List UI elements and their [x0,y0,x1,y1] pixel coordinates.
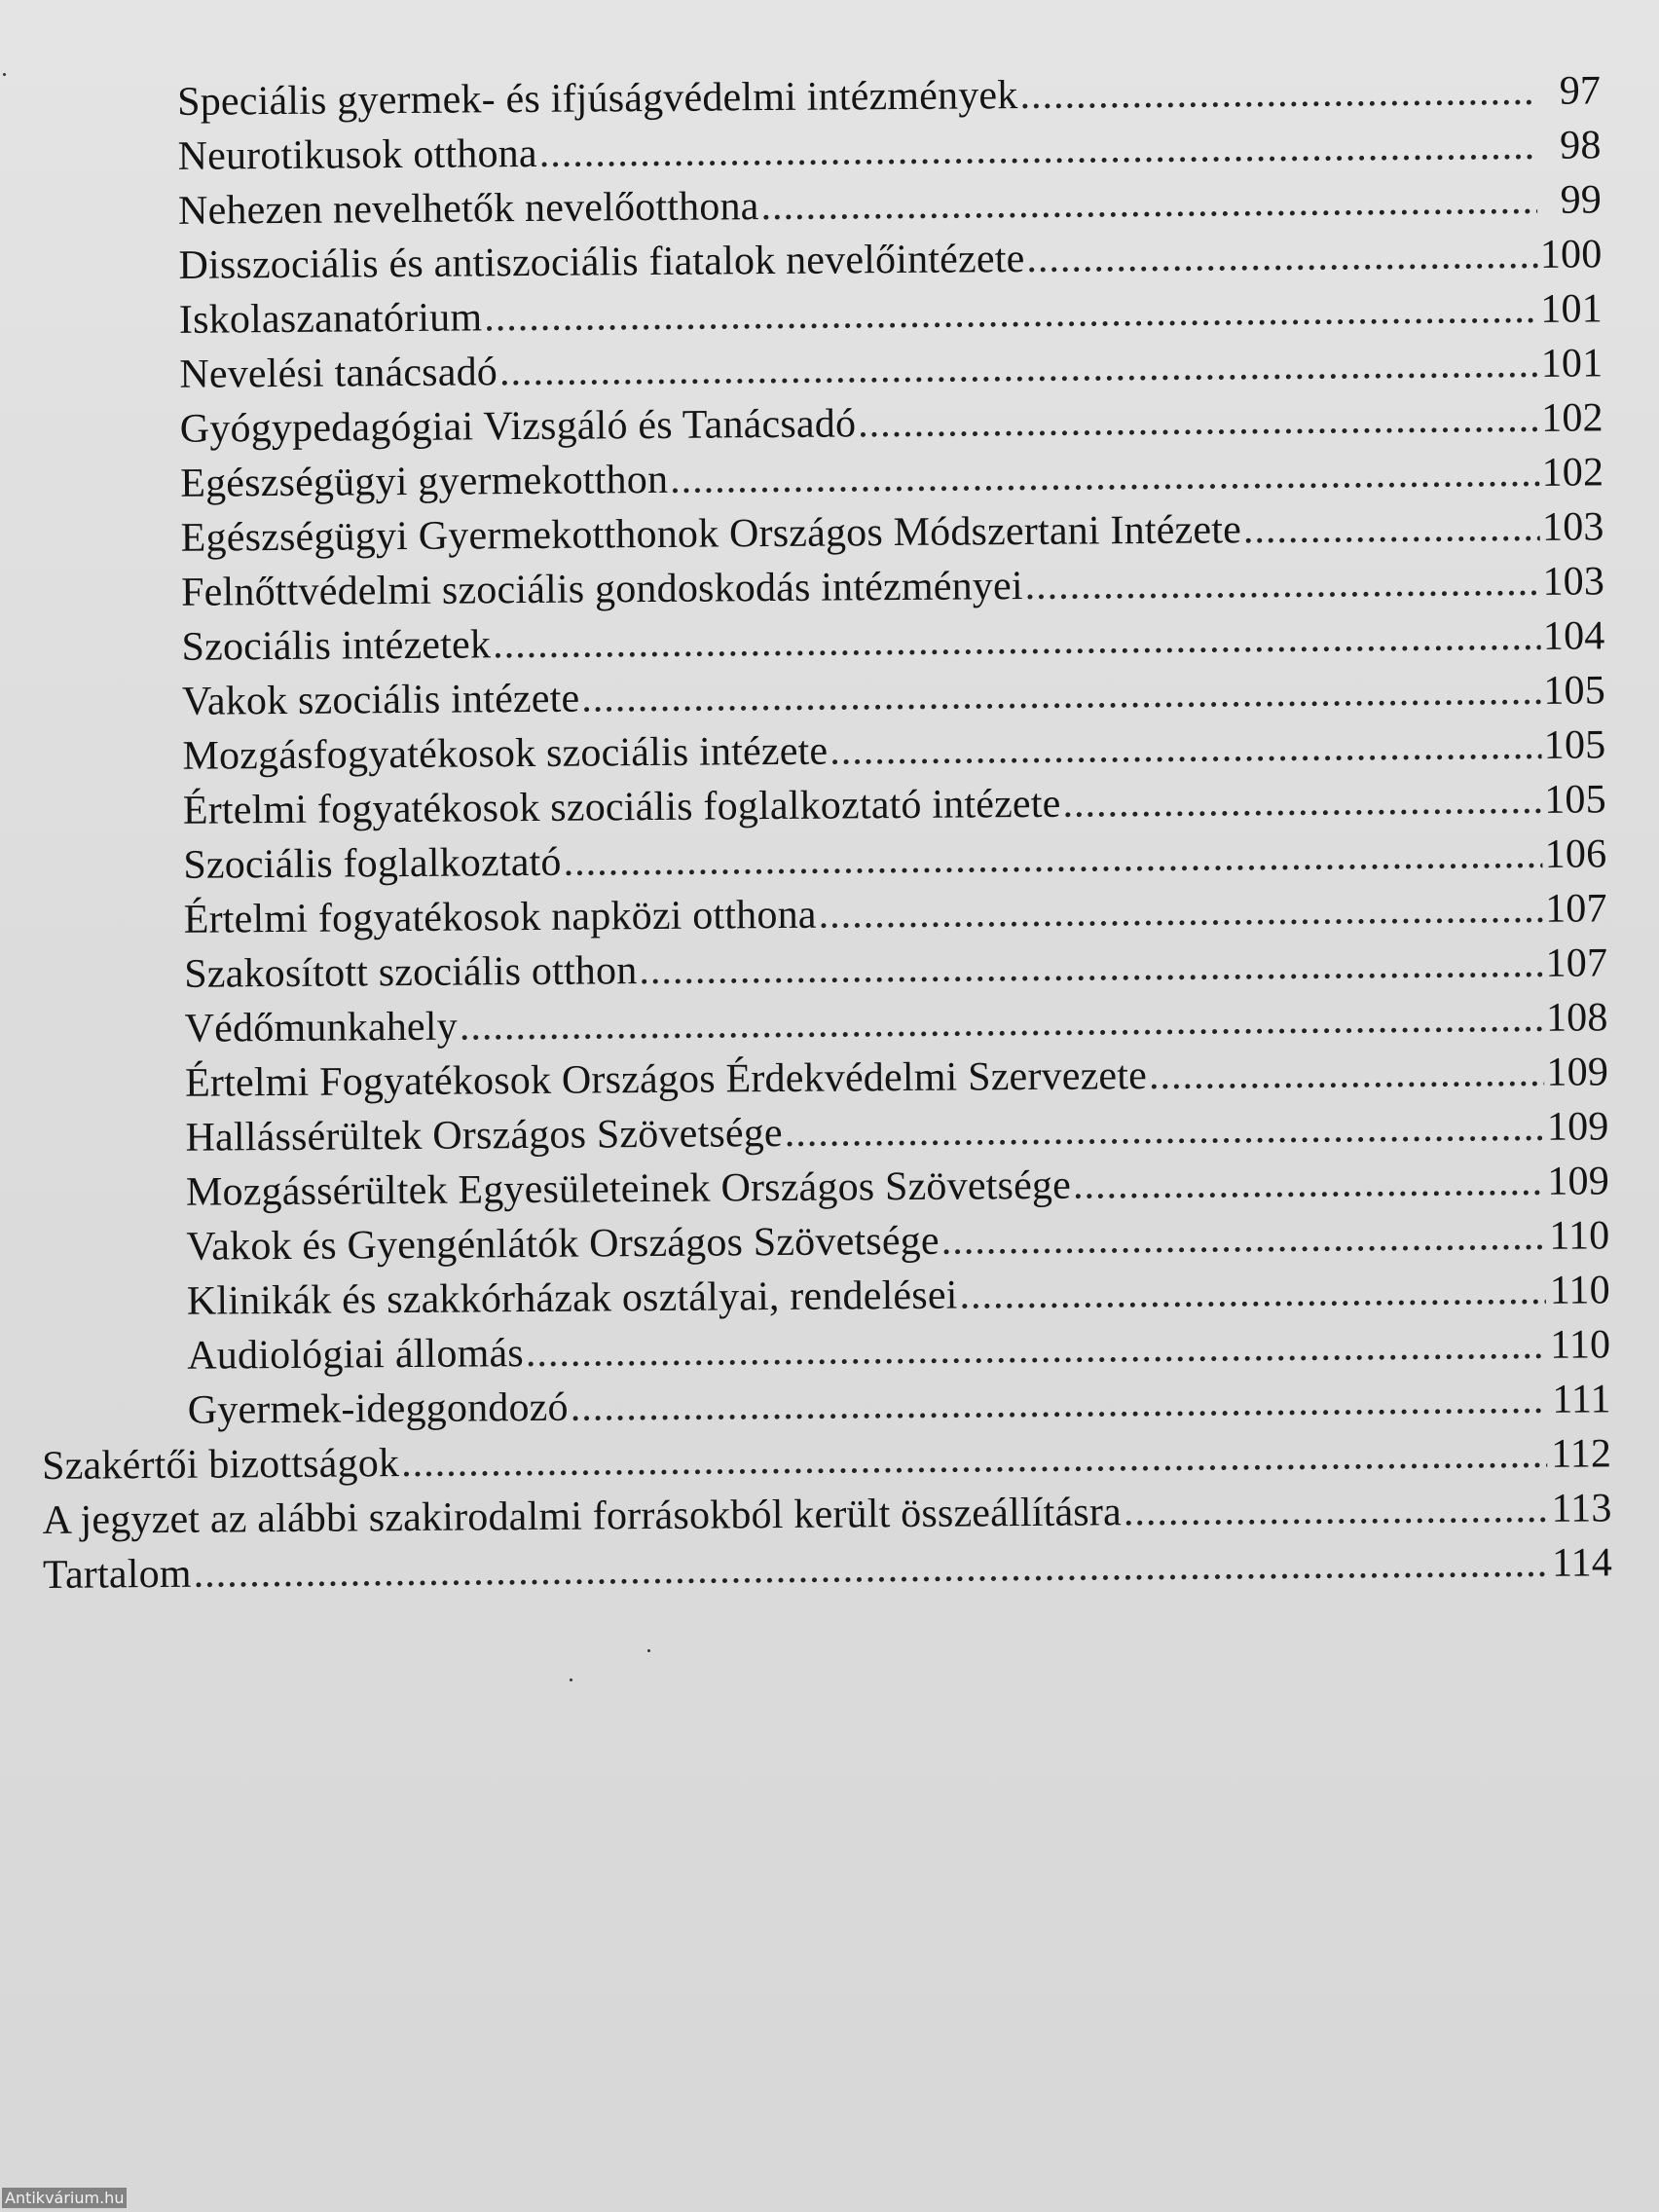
toc-entry-title: Szakértői bizottságok [42,1441,400,1489]
toc-entry-title: Klinikák és szakkórházak osztályai, rendelései [186,1272,958,1324]
table-of-contents [31,67,1612,1606]
toc-entry-title: Szakosított szociális otthon [184,948,638,997]
toc-entry-title: Értelmi Fogyatékosok Országos Érdekvédelmi Szervezete [184,1053,1148,1106]
toc-dot-leader [493,613,1541,668]
toc-dot-leader [1073,1159,1545,1209]
toc-entry-page-number: 106 [1544,831,1607,877]
toc-dot-leader [1243,504,1540,553]
toc-entry-page-number: 110 [1550,1322,1611,1368]
ink-speck [647,1649,650,1652]
toc-dot-leader [539,123,1537,177]
toc-entry-page-number: 97 [1559,68,1602,114]
toc-entry-title: Mozgássérültek Egyesületeinek Országos Szövetsége [185,1162,1072,1215]
watermark: Antikvárium.hu [2,2188,127,2208]
toc-entry-title: Audiológiai állomás [187,1331,525,1379]
toc-entry-page-number: 98 [1559,123,1602,168]
toc-entry-page-number: 112 [1550,1431,1612,1477]
toc-dot-leader [1149,1050,1544,1099]
toc-dot-leader [571,1377,1547,1431]
toc-dot-leader [959,1268,1546,1319]
ink-speck [3,73,6,76]
toc-entry-title: Hallássérültek Országos Szövetsége [185,1110,783,1161]
toc-entry-page-number: 110 [1549,1213,1610,1259]
toc-entry-title: Nevelési tanácsadó [179,350,498,397]
toc-entry-title: A jegyzet az alábbi szakirodalmi forrásokból került összeállításra [42,1490,1123,1543]
toc-entry-page-number: 107 [1545,940,1608,986]
toc-dot-leader [1025,559,1541,609]
toc-entry-page-number: 102 [1541,450,1604,496]
toc-entry-title: Nehezen nevelhetők nevelőotthona [177,184,759,234]
toc-dot-leader [460,995,1544,1051]
toc-entry-title: Egészségügyi gyermekotthon [180,457,669,506]
toc-entry-page-number: 105 [1543,722,1606,768]
toc-dot-leader [499,341,1539,395]
toc-entry-title: Vakok szociális intézete [181,676,580,724]
toc-entry-page-number: 107 [1544,886,1607,932]
toc-entry-page-number: 109 [1547,1159,1610,1204]
toc-dot-leader [1019,68,1536,119]
toc-entry-title: Disszociális és antiszociális fiatalok nevelőintézete [178,236,1025,288]
toc-dot-leader [484,286,1538,342]
toc-entry-page-number: 111 [1552,1377,1611,1422]
toc-dot-leader [193,1540,1548,1598]
toc-entry-page-number: 114 [1551,1540,1613,1586]
toc-entry-page-number: 105 [1544,777,1607,823]
toc-entry-page-number: 108 [1545,995,1608,1041]
toc-dot-leader [1026,232,1537,282]
toc-dot-leader [639,940,1543,994]
toc-entry-title: Szociális intézetek [181,622,492,670]
toc-dot-leader [670,450,1539,503]
toc-entry-title: Mozgásfogyatékosok szociális intézete [182,728,829,779]
toc-entry-page-number: 102 [1540,395,1604,441]
toc-dot-leader [526,1322,1547,1377]
ink-speck [570,1678,572,1681]
toc-entry-title: Gyógypedagógiai Vizsgáló és Tanácsadó [179,401,857,452]
toc-dot-leader [858,395,1539,447]
toc-entry-page-number: 101 [1540,286,1604,332]
toc-entry-page-number: 99 [1560,177,1603,223]
toc-dot-leader [581,668,1541,722]
toc-entry-page-number: 109 [1546,1050,1609,1095]
toc-entry-title: Szociális foglalkoztató [183,839,562,888]
toc-entry-page-number: 105 [1543,668,1606,714]
toc-entry-title: Gyermek-ideggondozó [187,1384,569,1433]
toc-entry-page-number: 100 [1539,232,1603,277]
toc-dot-leader [830,722,1541,775]
toc-entry-title: Tartalom [42,1551,192,1598]
toc-entry [43,1539,1612,1606]
toc-entry-title: Vakok és Gyengénlátók Országos Szövetsége [186,1218,940,1270]
toc-entry-page-number: 103 [1542,559,1605,605]
toc-entry-title: Felnőttvédelmi szociális gondoskodás intézményei [180,564,1023,615]
toc-dot-leader [563,831,1542,886]
toc-dot-leader [1124,1486,1548,1535]
toc-entry-page-number: 101 [1540,341,1604,387]
toc-entry-title: Iskolaszanatórium [178,295,483,343]
toc-entry-title: Speciális gyermek- és ifjúságvédelmi intézmények [177,73,1018,125]
toc-dot-leader [818,886,1542,939]
toc-entry-page-number: 104 [1542,613,1605,659]
toc-dot-leader [1062,777,1542,828]
toc-dot-leader [941,1213,1546,1265]
toc-dot-leader [760,177,1537,230]
toc-entry-title: Egészségügyi Gyermekotthonok Országos Módszertani Intézete [180,507,1242,561]
toc-entry-title: Védőmunkahely [184,1004,459,1051]
toc-entry-title: Neurotikusok otthona [177,130,537,179]
toc-entry-page-number: 103 [1541,504,1604,550]
toc-entry-title: Értelmi fogyatékosok szociális foglalkoztató intézete [182,781,1061,833]
toc-entry-page-number: 110 [1549,1268,1610,1313]
toc-dot-leader [785,1104,1545,1157]
toc-entry-title: Értelmi fogyatékosok napközi otthona [183,892,817,942]
toc-dot-leader [401,1431,1547,1487]
toc-entry-page-number: 113 [1551,1486,1612,1531]
toc-entry-page-number: 109 [1546,1104,1609,1150]
